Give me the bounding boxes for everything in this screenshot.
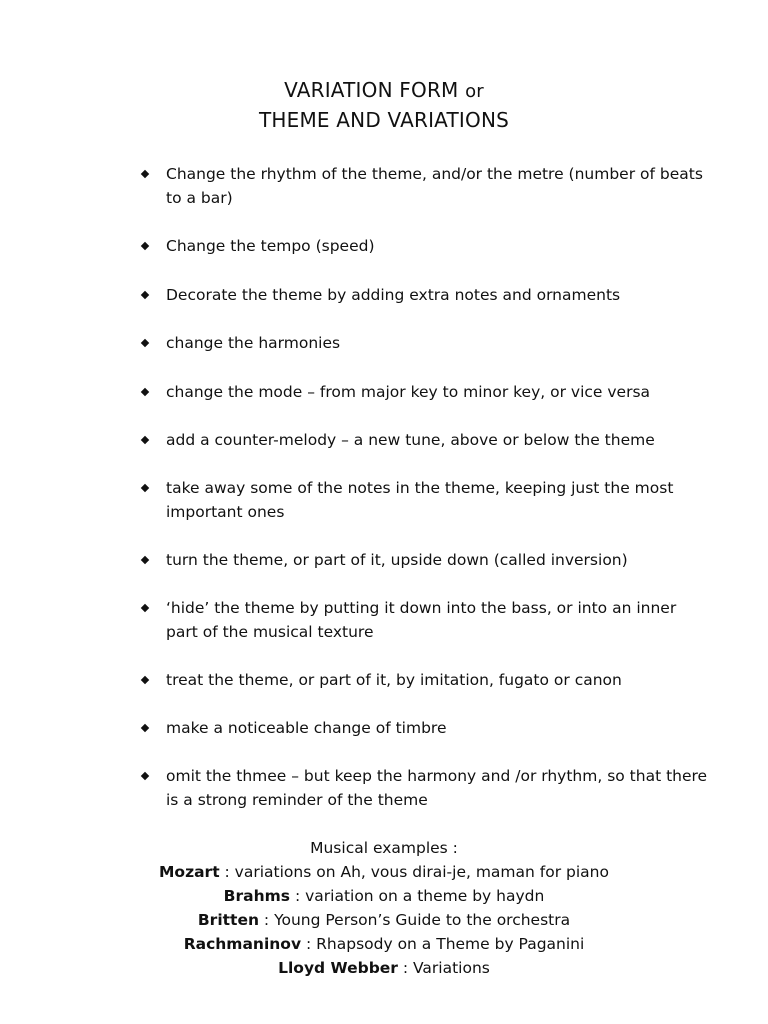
list-item <box>142 234 712 258</box>
diamond-bullet-icon <box>141 242 149 250</box>
list-item-text: ‘hide’ the theme by putting it down into the bass, or into an inner part of the musical texture <box>166 599 677 641</box>
title-main: VARIATION FORM <box>284 78 459 102</box>
work-title: : variations on Ah, vous dirai-je, maman for piano <box>219 863 609 881</box>
list-item-text: change the harmonies <box>166 334 341 352</box>
diamond-bullet-icon <box>141 291 149 299</box>
diamond-bullet-icon <box>141 604 149 612</box>
work-title: : Variations <box>397 959 490 977</box>
example-row <box>0 884 768 908</box>
document-title <box>0 76 768 134</box>
diamond-bullet-icon <box>141 772 149 780</box>
example-row <box>0 956 768 980</box>
list-item-text: turn the theme, or part of it, upside down (called inversion) <box>166 551 628 569</box>
musical-examples <box>0 836 768 980</box>
title-line-1 <box>0 76 768 106</box>
list-item <box>142 428 712 452</box>
list-item <box>142 162 712 210</box>
diamond-bullet-icon <box>141 724 149 732</box>
example-row <box>0 932 768 956</box>
list-item-text: change the mode – from major key to minor key, or vice versa <box>166 383 651 401</box>
example-row <box>0 908 768 932</box>
diamond-bullet-icon <box>141 339 149 347</box>
composer-name: Britten <box>197 911 259 929</box>
list-item <box>142 668 712 692</box>
composer-name: Lloyd Webber <box>278 959 398 977</box>
composer-name: Mozart <box>159 863 220 881</box>
diamond-bullet-icon <box>141 388 149 396</box>
list-item-text: Change the tempo (speed) <box>166 237 375 255</box>
diamond-bullet-icon <box>141 170 149 178</box>
composer-name: Brahms <box>223 887 291 905</box>
list-item-text: Change the rhythm of the theme, and/or the metre (number of beats to a bar) <box>166 165 703 207</box>
title-line-2: THEME AND VARIATIONS <box>258 108 510 132</box>
list-item <box>142 331 712 355</box>
list-item <box>142 283 712 307</box>
list-item-text: add a counter-melody – a new tune, above or below the theme <box>166 431 655 449</box>
list-item <box>142 548 712 572</box>
list-item-text: treat the theme, or part of it, by imitation, fugato or canon <box>166 671 622 689</box>
example-row <box>0 860 768 884</box>
diamond-bullet-icon <box>141 556 149 564</box>
list-item-text: make a noticeable change of timbre <box>166 719 447 737</box>
title-suffix: or <box>465 81 484 102</box>
list-item <box>142 476 712 524</box>
list-item <box>142 596 712 644</box>
list-item-text: Decorate the theme by adding extra notes and ornaments <box>166 286 621 304</box>
work-title: : Rhapsody on a Theme by Paganini <box>301 935 585 953</box>
diamond-bullet-icon <box>141 676 149 684</box>
list-item <box>142 380 712 404</box>
list-item-text: omit the thmee – but keep the harmony and /or rhythm, so that there is a strong reminder of the theme <box>166 767 708 809</box>
composer-name: Rachmaninov <box>183 935 302 953</box>
work-title: : variation on a theme by haydn <box>290 887 545 905</box>
diamond-bullet-icon <box>141 436 149 444</box>
list-item-text: take away some of the notes in the theme, keeping just the most important ones <box>166 479 674 521</box>
list-item <box>142 716 712 740</box>
examples-heading: Musical examples : <box>310 839 458 857</box>
list-item <box>142 764 712 812</box>
diamond-bullet-icon <box>141 484 149 492</box>
work-title: : Young Person’s Guide to the orchestra <box>259 911 571 929</box>
